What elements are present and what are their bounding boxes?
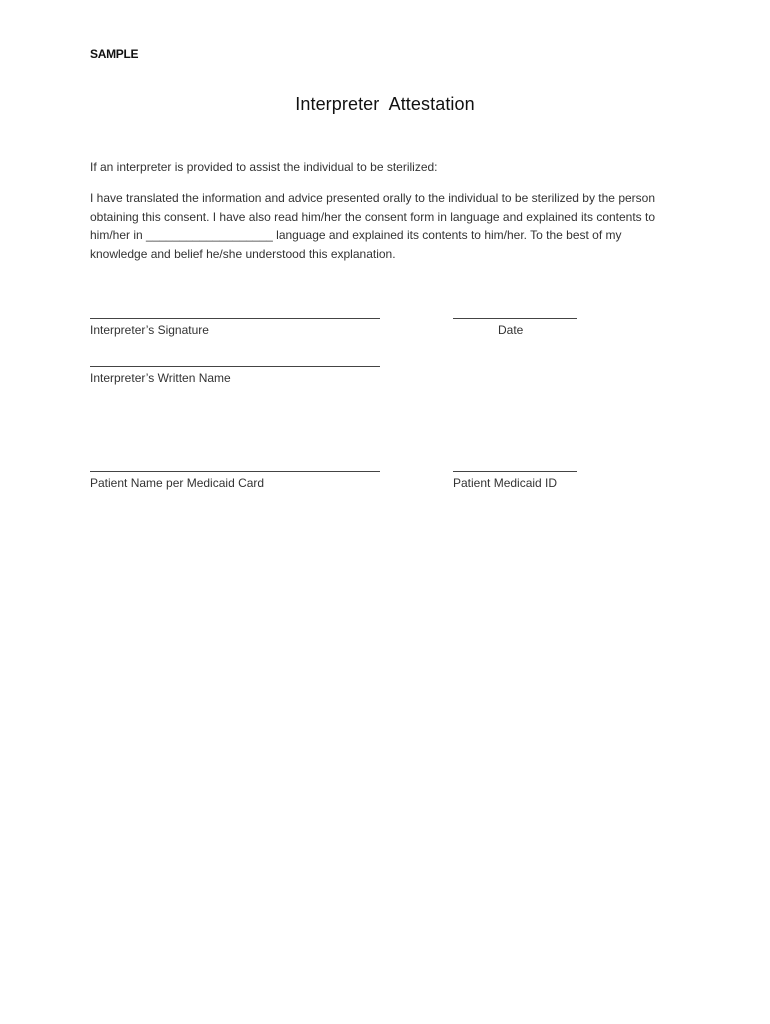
intro-text: If an interpreter is provided to assist the individual to be sterilized: [90, 160, 438, 174]
patient-medicaid-id-label: Patient Medicaid ID [453, 476, 558, 490]
interpreter-written-name-line[interactable] [90, 366, 380, 367]
interpreter-written-name-label: Interpreter’s Written Name [90, 371, 231, 385]
date-label: Date [498, 323, 524, 337]
interpreter-signature-label: Interpreter’s Signature [90, 323, 209, 337]
patient-name-label: Patient Name per Medicaid Card [90, 476, 265, 490]
patient-medicaid-id-line[interactable] [453, 471, 577, 472]
sample-label: SAMPLE [90, 47, 139, 61]
patient-name-line[interactable] [90, 471, 380, 472]
date-line[interactable] [453, 318, 577, 319]
attestation-paragraph: I have translated the information and advice presented orally to the individual to be sterilized by the person obtaining this consent. I have also read him/her the consent form in language and explained its contents to him/her in ___________________ language and explained its contents to him/her. To the best of my knowledge and belief he/she understood this explanation. [90, 191, 656, 261]
interpreter-signature-line[interactable] [90, 318, 380, 319]
page-title: Interpreter Attestation [295, 94, 475, 114]
